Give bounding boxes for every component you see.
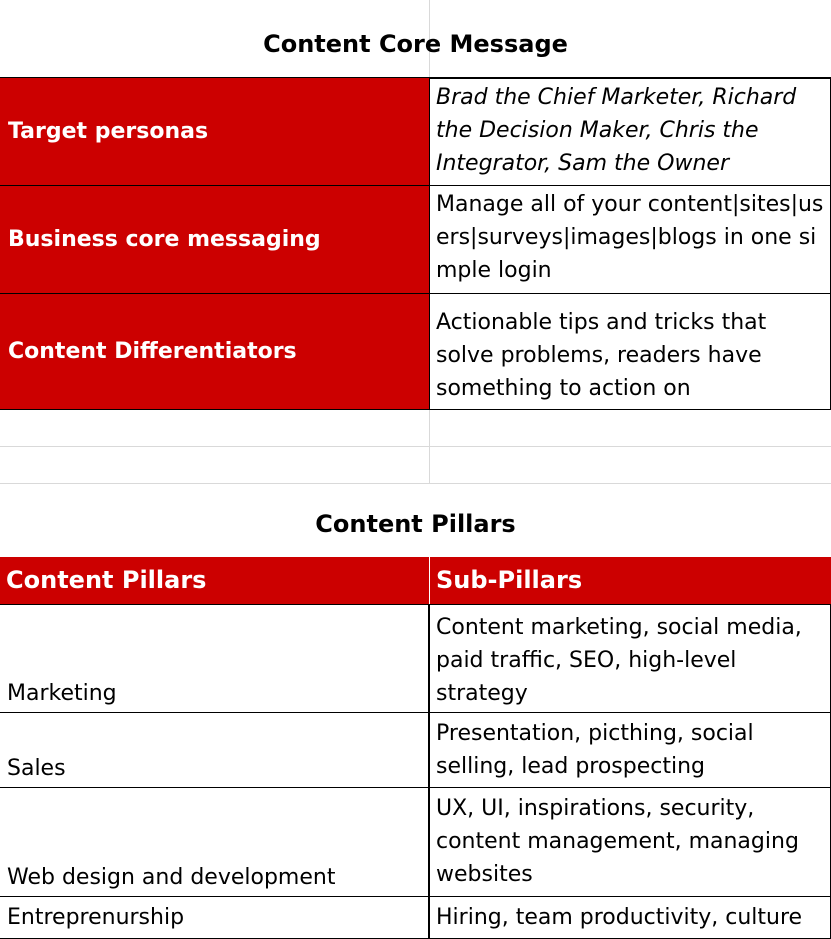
pillar-cell[interactable] [0, 788, 429, 897]
empty-row [0, 410, 831, 447]
empty-row [0, 447, 831, 484]
pillar-row-web-design [0, 788, 831, 897]
pillar-row-marketing [0, 605, 831, 713]
core-row-target-personas [0, 78, 831, 186]
core-row-business-messaging [0, 186, 831, 294]
empty-cell[interactable] [0, 410, 429, 447]
core-row-differentiators [0, 294, 831, 410]
empty-cell[interactable] [429, 447, 831, 484]
pillar-row-sales [0, 713, 831, 788]
header-content-pillars[interactable]: Content Pillars [0, 557, 429, 604]
label-cell[interactable] [0, 186, 429, 294]
pillar-cell[interactable] [0, 605, 429, 713]
pillar-cell[interactable] [0, 713, 429, 788]
sub-pillar-text: Content marketing, social media, paid traffic, SEO, high-level strategy [436, 615, 802, 706]
pillars-header-row [0, 557, 831, 605]
header-sub-pillars[interactable]: Sub-Pillars [429, 557, 831, 604]
value-text: Brad the Chief Marketer, Richard the Decision Maker, Chris the Integrator, Sam the Owner [436, 85, 797, 176]
pillars-title-row [0, 484, 831, 557]
pillar-text: Marketing [7, 681, 117, 706]
value-cell[interactable] [429, 78, 831, 186]
label-text: Business core messaging [8, 227, 321, 252]
pillar-row-entrepreneurship [0, 897, 831, 939]
pillar-text: Sales [7, 756, 66, 781]
sub-pillar-cell[interactable] [429, 605, 831, 713]
value-text: Actionable tips and tricks that solve problems, readers have something to action on [436, 310, 767, 401]
empty-cell[interactable] [429, 410, 831, 447]
sub-pillar-text: Hiring, team productivity, culture [436, 905, 803, 930]
sub-pillar-cell[interactable] [429, 788, 831, 897]
value-cell[interactable] [429, 294, 831, 410]
label-text: Content Differentiators [8, 339, 297, 364]
value-cell[interactable] [429, 186, 831, 294]
sub-pillar-text: UX, UI, inspirations, security, content management, managing websites [436, 796, 799, 887]
core-message-title-row [0, 0, 831, 78]
empty-cell[interactable] [0, 447, 429, 484]
label-cell[interactable] [0, 78, 429, 186]
sub-pillar-cell[interactable] [429, 713, 831, 788]
pillar-cell[interactable] [0, 897, 429, 939]
section-title-content-pillars[interactable]: Content Pillars [315, 510, 516, 538]
pillar-text: Web design and development [7, 865, 336, 890]
value-text: Manage all of your content|sites|users|surveys|images|blogs in one simple login [436, 192, 824, 283]
pillar-text: Entreprenurship [7, 905, 185, 930]
sub-pillar-text: Presentation, picthing, social selling, lead prospecting [436, 721, 754, 779]
section-title-core-message[interactable]: Content Core Message [263, 30, 568, 58]
sub-pillar-cell[interactable] [429, 897, 831, 939]
label-cell[interactable] [0, 294, 429, 410]
label-text: Target personas [8, 119, 209, 144]
